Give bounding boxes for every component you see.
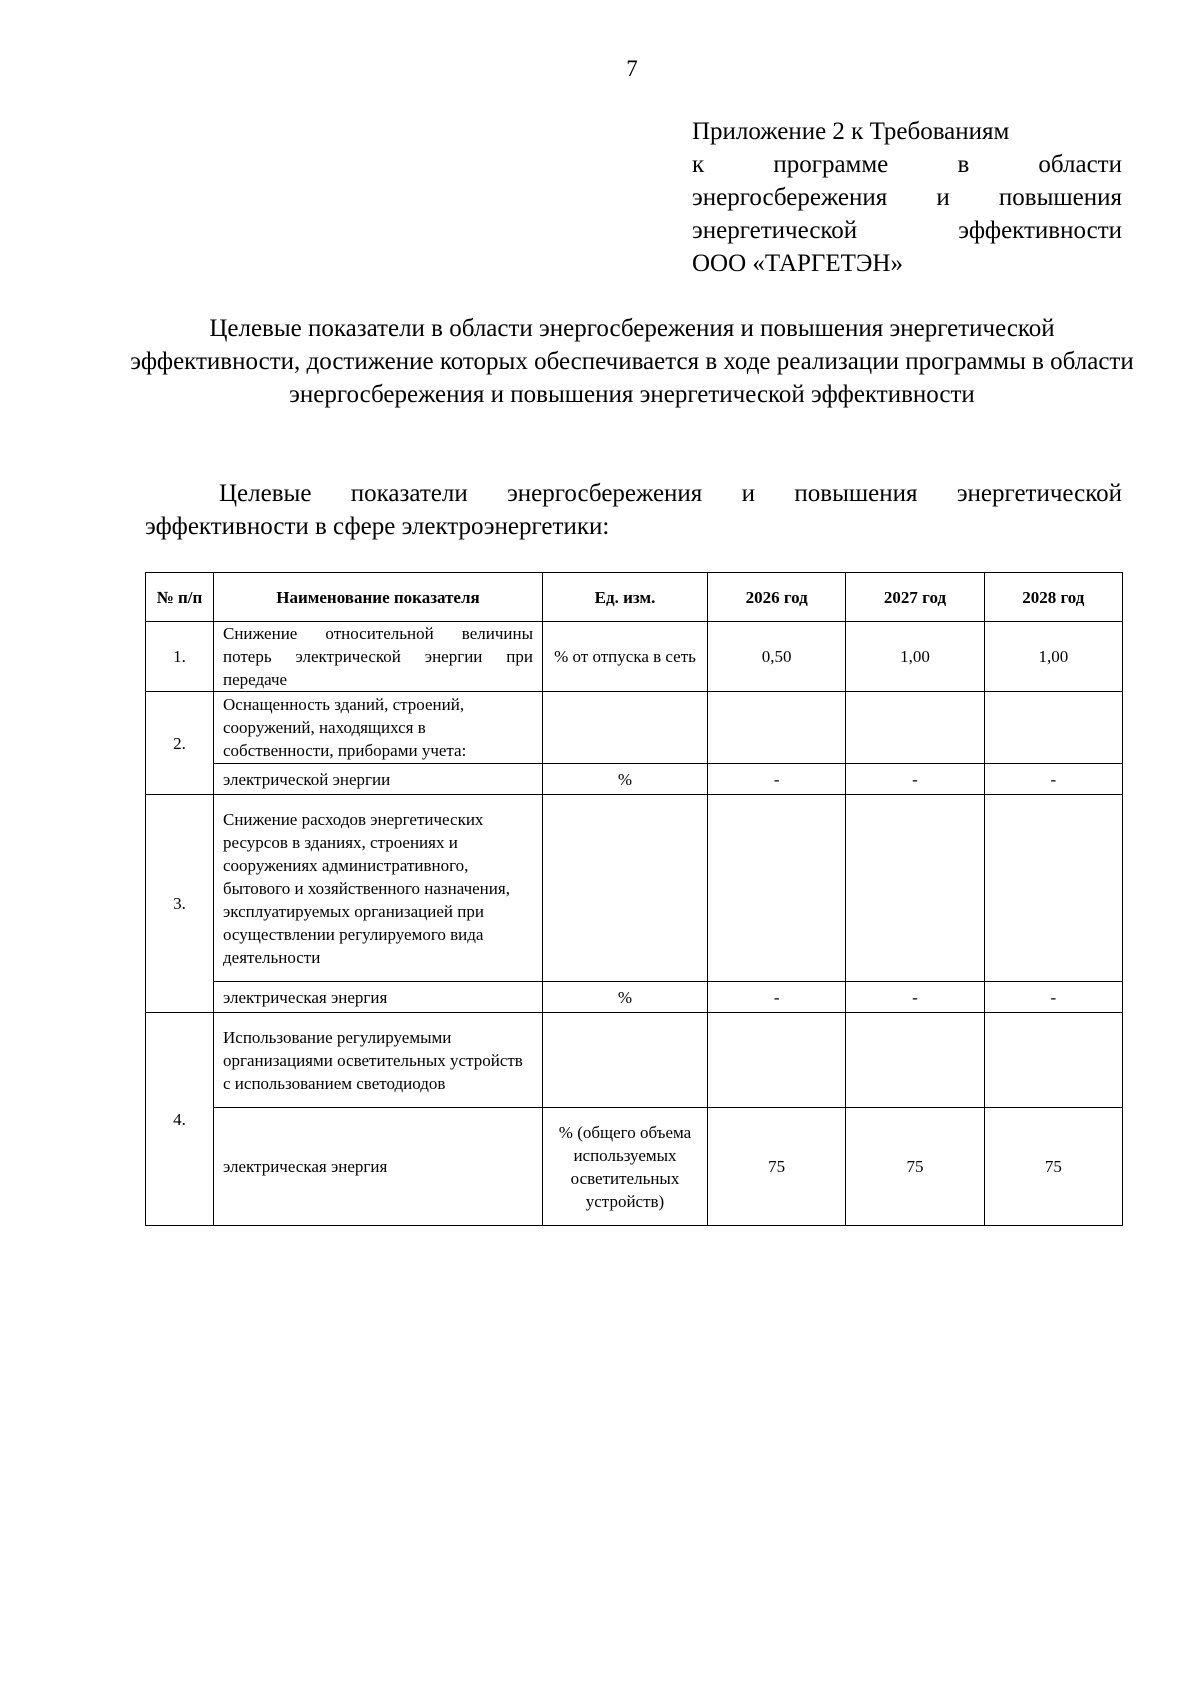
table-row (146, 795, 1123, 982)
row-num: 1. (146, 622, 214, 692)
header-2026: 2026 год (708, 573, 846, 622)
row-2028 (984, 692, 1122, 764)
row-2026 (708, 692, 846, 764)
indicators-table (145, 572, 1123, 1226)
row-name: Использование регулируемыми организациями осветительных устройств с использованием светодиодов (214, 1013, 543, 1108)
row-num: 3. (146, 795, 214, 1013)
header-unit: Ед. изм. (543, 573, 708, 622)
appendix-line: энергетической эффективности (692, 217, 1122, 244)
row-2027: - (846, 982, 984, 1013)
table-row (146, 1108, 1123, 1226)
row-name: электрической энергии (214, 764, 543, 795)
row-2028: 75 (984, 1108, 1122, 1226)
row-unit: % (общего объема используемых осветительных устройств) (543, 1108, 708, 1226)
row-2026: 0,50 (708, 622, 846, 692)
appendix-line: к программе в области (692, 151, 1122, 178)
appendix-line: Приложение 2 к Требованиям (692, 118, 1010, 145)
row-unit (543, 795, 708, 982)
header-name: Наименование показателя (214, 573, 543, 622)
row-2028 (984, 795, 1122, 982)
table-header-row (146, 573, 1123, 622)
row-2027: 1,00 (846, 622, 984, 692)
table-row (146, 1013, 1123, 1108)
document-title: Целевые показатели в области энергосбережения и повышения энергетической эффективности, достижение которых обеспечивается в ходе реализации программы в области энергосбережения и повышения энергетической эффективности (130, 315, 1134, 408)
row-2028: 1,00 (984, 622, 1122, 692)
row-2027: - (846, 764, 984, 795)
header-2028: 2028 год (984, 573, 1122, 622)
row-2027 (846, 1013, 984, 1108)
appendix-line: ООО «ТАРГЕТЭН» (692, 250, 903, 277)
row-2026 (708, 795, 846, 982)
table-row (146, 982, 1123, 1013)
row-2026 (708, 1013, 846, 1108)
appendix-header (692, 115, 1122, 280)
row-2027 (846, 692, 984, 764)
table-row (146, 622, 1123, 692)
row-unit (543, 1013, 708, 1108)
row-name: электрическая энергия (214, 982, 543, 1013)
header-2027: 2027 год (846, 573, 984, 622)
row-num: 2. (146, 692, 214, 795)
row-2028 (984, 1013, 1122, 1108)
intro-paragraph: Целевые показатели энергосбережения и повышения энергетической эффективности в сфере электроэнергетики: (145, 480, 1122, 540)
row-unit: % (543, 764, 708, 795)
row-name: Снижение относительной величины потерь электрической энергии при передаче (214, 622, 543, 692)
row-2026: 75 (708, 1108, 846, 1226)
row-unit (543, 692, 708, 764)
table-row (146, 764, 1123, 795)
row-2028: - (984, 764, 1122, 795)
page-number: 7 (626, 56, 638, 81)
row-unit: % от отпуска в сеть (543, 622, 708, 692)
row-2027: 75 (846, 1108, 984, 1226)
row-num: 4. (146, 1013, 214, 1226)
row-2028: - (984, 982, 1122, 1013)
table-row (146, 692, 1123, 764)
row-name: Снижение расходов энергетических ресурсов в зданиях, строениях и сооружениях административного, бытового и хозяйственного назначения, эксплуатируемых организацией при осуществлении регулируемого вида деятельности (214, 795, 543, 982)
row-unit: % (543, 982, 708, 1013)
row-2027 (846, 795, 984, 982)
header-num: № п/п (146, 573, 214, 622)
row-name: электрическая энергия (214, 1108, 543, 1226)
row-2026: - (708, 982, 846, 1013)
appendix-line: энергосбережения и повышения (692, 184, 1122, 211)
row-name: Оснащенность зданий, строений, сооружений, находящихся в собственности, приборами учета: (214, 692, 543, 764)
row-2026: - (708, 764, 846, 795)
